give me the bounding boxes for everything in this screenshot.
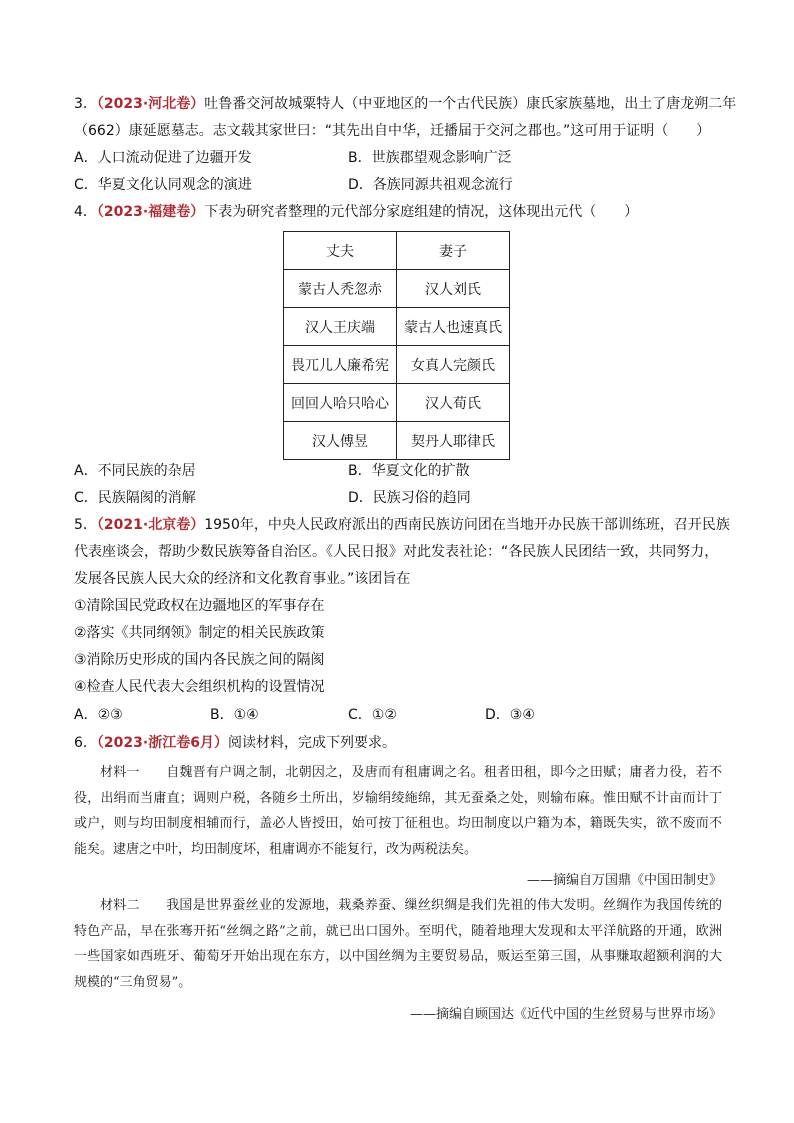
- q3-stem-line2: （662）康延愿墓志。志文载其家世曰：“其先出自中华，迁播届于交河之郡也。”这可用于证明（ ）: [74, 123, 711, 139]
- q5-item-2: ②落实《共同纲领》制定的相关民族政策: [74, 625, 325, 641]
- q4-option-c: C．民族隔阂的消解: [74, 490, 196, 506]
- marriage-table: [283, 231, 510, 460]
- q4-option-d: D．民族习俗的趋同: [348, 490, 471, 506]
- table-row: [284, 384, 510, 422]
- q3-option-c: C．华夏文化认同观念的演进: [74, 177, 252, 193]
- table-cell: 蒙古人秃忽赤: [284, 270, 397, 308]
- q5-stem-line1: [74, 515, 730, 535]
- q6-citation-1: ——摘编自万国鼎《中国田制史》: [526, 873, 722, 888]
- q5-option-d: D．③④: [485, 707, 535, 723]
- q5-source: （2021·北京卷）: [96, 517, 205, 533]
- table-header-row: [284, 232, 510, 270]
- q4-option-b: B．华夏文化的扩散: [348, 463, 470, 479]
- table-header-husband: 丈夫: [284, 232, 397, 270]
- q5-text-1: 1950年，中央人民政府派出的西南民族访问团在当地开办民族干部训练班，召开民族: [204, 517, 730, 533]
- q3-stem-line1: [74, 94, 737, 114]
- q5-item-1: ①清除国民党政权在边疆地区的军事存在: [74, 598, 325, 614]
- q6-material-1: 材料一 自魏晋有户调之制，北朝因之，及唐而有租庸调之名。租者田租，即今之田赋；庸者力役，若不役，出绢而当庸直；调则户税，各随乡土所出，岁输绢绫絁绵，其无蚕桑之处，则输布麻。惟田赋不计亩而计丁或户，则与均田制度相辅而行，盖必人皆授田，始可按丁征租也。均田制度以户籍为本，籍既失实，欲不废而不能矣。逮唐之中叶，均田制度坏，租庸调亦不能复行，改为两税法矣。: [74, 765, 722, 857]
- table-row: [284, 346, 510, 384]
- q4-stem-line1: [74, 202, 724, 222]
- q3-option-a: A．人口流动促进了边疆开发: [74, 150, 252, 166]
- q3-source: （2023·河北卷）: [96, 96, 205, 112]
- q3-option-b: B．世族郡望观念影响广泛: [348, 150, 512, 166]
- table-row: [284, 422, 510, 460]
- table-cell: 回回人哈只哈心: [284, 384, 397, 422]
- q4-text-1: 下表为研究者整理的元代部分家庭组建的情况，这体现出元代（ ）: [204, 204, 639, 220]
- q3-option-d: D．各族同源共祖观念流行: [348, 177, 513, 193]
- table-cell: 契丹人耶律氏: [397, 422, 510, 460]
- q6-number: 6．: [74, 735, 97, 751]
- q3-number: 3．: [74, 96, 97, 112]
- table-header-wife: 妻子: [397, 232, 510, 270]
- q4-option-a: A．不同民族的杂居: [74, 463, 196, 479]
- q6-text-1: 阅读材料，完成下列要求。: [227, 735, 396, 751]
- q5-stem-line2: 代表座谈会，帮助少数民族筹备自治区。《人民日报》对此发表社论：“各民族人民团结一致，共同努力，: [74, 544, 719, 560]
- q5-number: 5．: [74, 517, 97, 533]
- q5-item-4: ④检查人民代表大会组织机构的设置情况: [74, 679, 325, 695]
- q6-stem-line1: [74, 733, 724, 753]
- table-row: [284, 270, 510, 308]
- table-cell: 汉人荀氏: [397, 384, 510, 422]
- table-cell: 汉人刘氏: [397, 270, 510, 308]
- q3-text-1: 吐鲁番交河故城粟特人（中亚地区的一个古代民族）康氏家族墓地，出土了唐龙朔二年: [204, 96, 737, 112]
- q5-item-3: ③消除历史形成的国内各民族之间的隔阂: [74, 652, 325, 668]
- q4-number: 4．: [74, 204, 97, 220]
- q5-option-a: A．②③: [74, 707, 123, 723]
- q6-material-2: 材料二 我国是世界蚕丝业的发源地，栽桑养蚕、缫丝织绸是我们先祖的伟大发明。丝绸作为我国传统的特色产品，早在张骞开拓“丝绸之路”之前，就已出口国外。至明代，随着地理大发现和太平洋航路的开通，欧洲一些国家如西班牙、葡萄牙开始出现在东方，以中国丝绸为主要贸易品，贩运至第三国，从事赚取超额利润的大规模的“三角贸易”。: [74, 898, 722, 990]
- q5-option-c: C．①②: [348, 707, 397, 723]
- table-cell: 女真人完颜氏: [397, 346, 510, 384]
- q6-citation-2: ——摘编自顾国达《近代中国的生丝贸易与世界市场》: [409, 1007, 722, 1022]
- q5-stem-line3: 发展各民族人民大众的经济和文化教育事业。”该团旨在: [74, 571, 411, 587]
- table-row: [284, 308, 510, 346]
- table-cell: 蒙古人也速真氏: [397, 308, 510, 346]
- q6-source: （2023·浙江卷6月）: [96, 735, 228, 751]
- q5-option-b: B．①④: [210, 707, 259, 723]
- table-cell: 汉人王庆端: [284, 308, 397, 346]
- q4-source: （2023·福建卷）: [96, 204, 205, 220]
- table-cell: 汉人傅昱: [284, 422, 397, 460]
- table-cell: 畏兀儿人廉希宪: [284, 346, 397, 384]
